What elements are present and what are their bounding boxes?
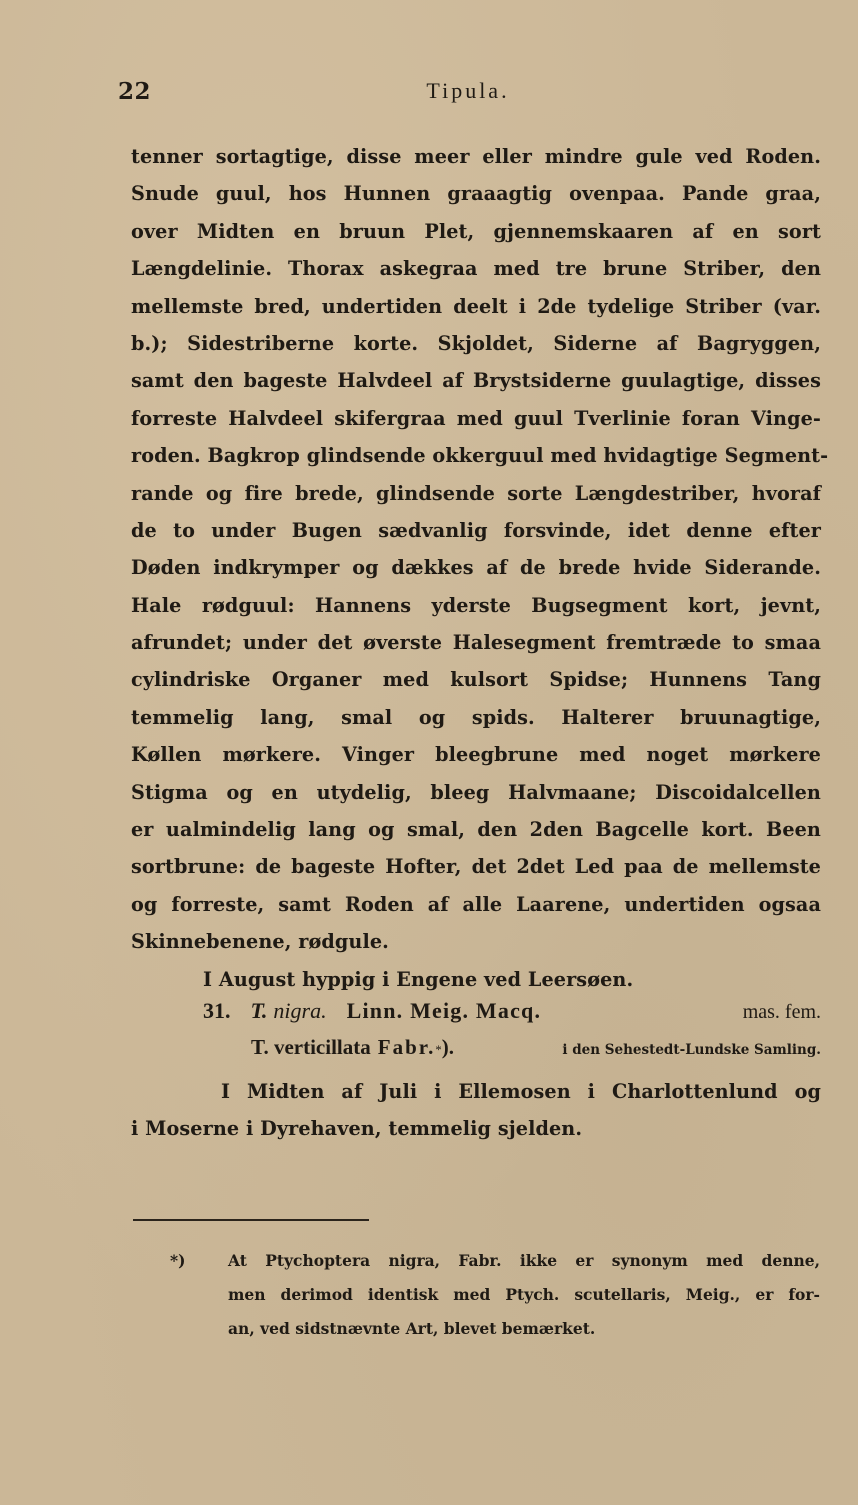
text-line: og forreste, samt Roden af alle Laarene, undertiden ogsaa	[131, 892, 821, 916]
description-paragraph	[131, 138, 829, 961]
species-epithet: nigra.	[273, 997, 327, 1023]
synonym-line	[131, 1035, 821, 1073]
footnote-line: an, ved sidstnævnte Art, blevet bemærket.	[228, 1319, 596, 1338]
text-line: er ualmindelig lang og smal, den 2den Bagcelle kort. Been	[131, 818, 821, 842]
text-line: cylindriske Organer med kulsort Spidse; Hunnens Tang	[131, 668, 821, 692]
text-line: tenner sortagtige, disse meer eller mindre gule ved Roden.	[131, 145, 821, 168]
text-line: de to under Bugen sædvanlig forsvinde, idet denne efter	[131, 518, 821, 542]
locality-note: i Moserne i Dyrehaven, temmelig sjelden.	[131, 1117, 583, 1141]
text-line: rande og fire brede, glindsende sorte Længdestriber, hvoraf	[131, 481, 821, 505]
footnote-marker: *)	[170, 1251, 186, 1270]
text-line: forreste Halvdeel skifergraa med guul Tverlinie foran Vinge-	[131, 406, 821, 430]
text-line: b.); Sidestriberne korte. Skjoldet, Siderne af Bagryggen,	[131, 331, 821, 355]
footnote-text: At Ptychoptera nigra, Fabr. ikke er synonym med denne,	[228, 1251, 820, 1270]
synonym-close: ).	[441, 1034, 454, 1059]
footnote	[170, 1244, 820, 1346]
text-line: mellemste bred, undertiden deelt i 2de tydelige Striber (var.	[131, 294, 821, 318]
species-heading	[131, 998, 821, 1035]
species-name	[251, 998, 327, 1024]
collection-note: i den Sehestedt-Lundske Samling.	[562, 1041, 821, 1058]
locality-note: I August hyppig i Engene ved Leersøen.	[203, 967, 634, 991]
text-line: temmelig lang, smal og spids. Halterer bruunagtige,	[131, 705, 821, 729]
text-line: afrundet; under det øverste Halesegment fremtræde to smaa	[131, 631, 821, 655]
running-head	[118, 78, 818, 110]
text-line: over Midten en bruun Plet, gjennemskaaren af en sort	[131, 219, 821, 243]
text-line: roden. Bagkrop glindsende okkerguul med hvidagtige Segment-	[131, 444, 829, 468]
footnote-line	[170, 1244, 820, 1278]
genus-abbreviation: T.	[250, 997, 268, 1023]
species-sexes: mas. fem.	[742, 1000, 821, 1023]
species-number: 31.	[203, 997, 231, 1023]
body-text	[131, 138, 829, 1148]
footnote-line: men derimod identisk med Ptych. scutellaris, Meig., er for-	[228, 1285, 820, 1304]
footnote-reference[interactable]: *	[435, 1042, 442, 1057]
text-line: Køllen mørkere. Vinger bleegbrune med noget mørkere	[131, 743, 821, 767]
synonym-author: Fabr.	[377, 1034, 436, 1059]
text-line: Stigma og en utydelig, bleeg Halvmaane; Discoidalcellen	[131, 780, 821, 804]
text-line: Længdelinie. Thorax askegraa med tre brune Striber, den	[131, 257, 821, 281]
species-authors: Linn. Meig. Macq.	[346, 997, 542, 1023]
page-number: 22	[118, 78, 152, 105]
text-line: sortbrune: de bageste Hofter, det 2det Led paa de mellemste	[131, 855, 821, 879]
text-line: Døden indkrymper og dækkes af de brede hvide Siderande.	[131, 556, 821, 580]
text-line: Skinnebenene, rødgule.	[131, 930, 389, 954]
synonym-name: T. verticillata	[251, 1034, 371, 1059]
text-line: samt den bageste Halvdeel af Brystsiderne guulagtige, disses	[131, 369, 821, 393]
footnote-separator	[133, 1219, 369, 1221]
running-title: Tipula.	[426, 78, 510, 103]
text-line: Hale rødguul: Hannens yderste Bugsegment kort, jevnt,	[131, 593, 821, 617]
text-line: Snude guul, hos Hunnen graaagtig ovenpaa. Pande graa,	[131, 182, 821, 206]
locality-note: I Midten af Juli i Ellemosen i Charlottenlund og	[221, 1079, 821, 1103]
